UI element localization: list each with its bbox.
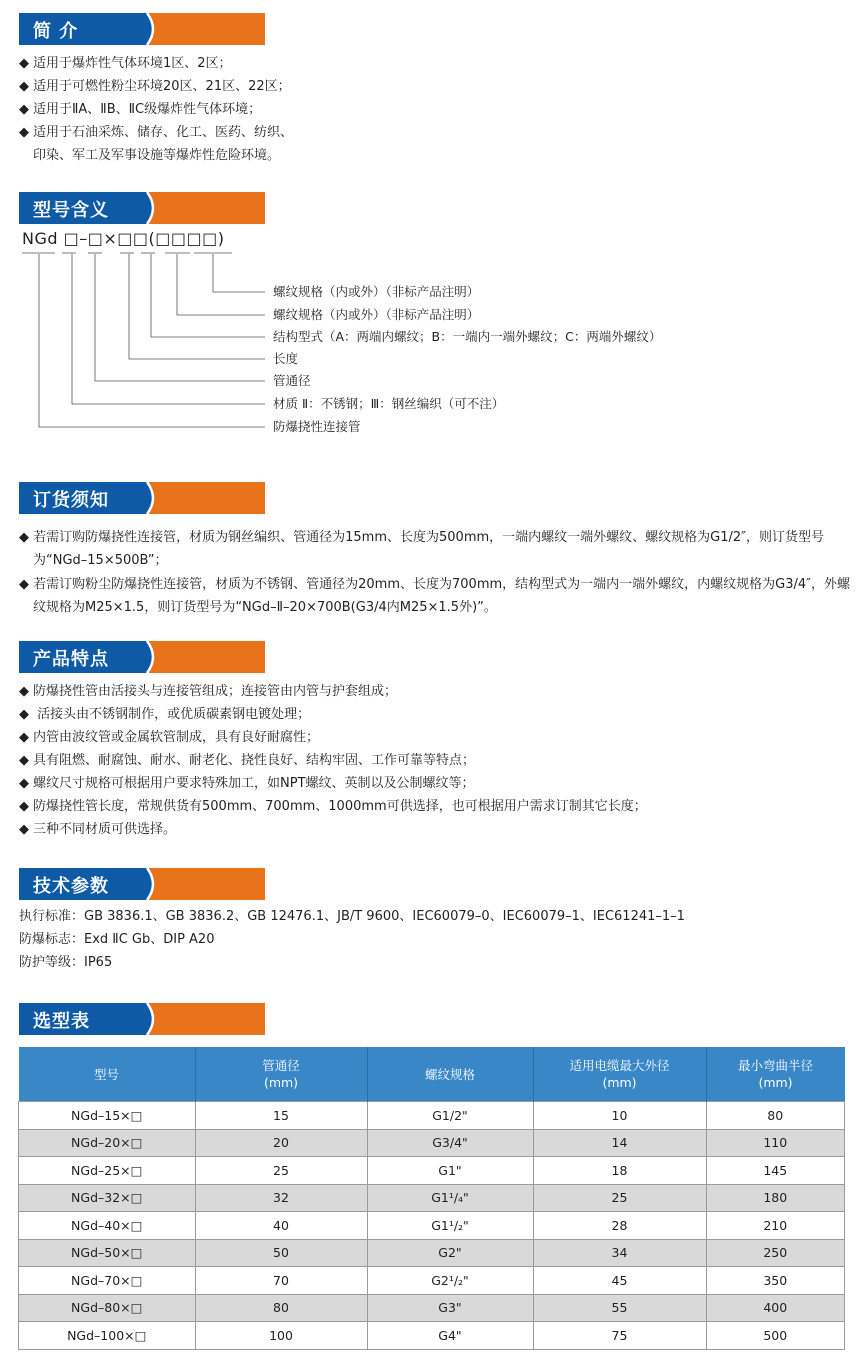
table-cell: G3/4" (367, 1129, 533, 1157)
table-cell: G2¹/₂" (367, 1267, 533, 1295)
table-cell: NGd–25×□ (19, 1157, 196, 1185)
table-cell: 40 (195, 1212, 367, 1240)
col-header-bend-radius: 最小弯曲半径 (mm) (706, 1047, 845, 1102)
section-title: 简 介 (33, 21, 79, 42)
legend-item: 螺纹规格（内或外）（非标产品注明） (273, 284, 480, 299)
table-cell: NGd–40×□ (19, 1212, 196, 1240)
table-cell: 500 (706, 1322, 845, 1350)
legend-item: 管通径 (273, 373, 311, 388)
table-cell: 210 (706, 1212, 845, 1240)
section-title: 型号含义 (33, 200, 109, 221)
section-title: 订货须知 (33, 490, 109, 511)
tech-ex-mark: 防爆标志：Exd ⅡC Gb、DIP A20 (19, 932, 215, 947)
intro-item: ◆ 适用于爆炸性气体环境1区、2区； (19, 52, 232, 75)
section-header-model (19, 192, 265, 224)
legend-item: 材质 Ⅱ：不锈钢；Ⅲ：钢丝编织（可不注） (273, 396, 505, 411)
table-cell: NGd–20×□ (19, 1129, 196, 1157)
diamond-bullet-icon: ◆ (19, 753, 29, 768)
diamond-bullet-icon: ◆ (19, 684, 29, 699)
diamond-bullet-icon: ◆ (19, 776, 29, 791)
selection-table (18, 1047, 845, 1350)
feature-item: ◆ 防爆挠性管由活接头与连接管组成；连接管由内管与护套组成； (19, 680, 397, 703)
table-cell: 25 (195, 1157, 367, 1185)
table-row (19, 1157, 845, 1185)
table-cell: G1" (367, 1157, 533, 1185)
table-cell: G3" (367, 1294, 533, 1322)
table-cell: NGd–50×□ (19, 1239, 196, 1267)
table-cell: NGd–100×□ (19, 1322, 196, 1350)
table-cell: 50 (195, 1239, 367, 1267)
section-header-selection (19, 1003, 265, 1035)
legend-item: 防爆挠性连接管 (273, 419, 361, 434)
section-title: 选型表 (33, 1011, 90, 1032)
order-item: ◆ 若需订购粉尘防爆挠性连接管，材质为不锈钢、管通径为20mm、长度为700mm，结构型式为一端内一端外螺纹，内螺纹规格为G3/4″，外螺纹规格为M25×1.5，则订货型号为“NGd–Ⅱ–20×700B(G3/4内M25×1.5外)”。 (19, 577, 851, 615)
table-row (19, 1102, 845, 1130)
diamond-bullet-icon: ◆ (19, 530, 29, 545)
diamond-bullet-icon: ◆ (19, 822, 29, 837)
legend-item: 螺纹规格（内或外）（非标产品注明） (273, 307, 480, 322)
diamond-bullet-icon: ◆ (19, 707, 29, 722)
feature-item: ◆ 活接头由不锈钢制作，或优质碳素钢电镀处理； (19, 703, 310, 726)
col-header-cable-od: 适用电缆最大外径 (mm) (533, 1047, 706, 1102)
diamond-bullet-icon: ◆ (19, 102, 29, 117)
table-row (19, 1322, 845, 1350)
table-cell: 55 (533, 1294, 706, 1322)
table-cell: 75 (533, 1322, 706, 1350)
order-item: ◆ 若需订购防爆挠性连接管，材质为钢丝编织、管通径为15mm、长度为500mm，一端内螺纹一端外螺纹、螺纹规格为G1/2″，则订货型号为“NGd–15×500B”； (19, 530, 825, 568)
table-cell: 110 (706, 1129, 845, 1157)
col-header-model: 型号 (19, 1047, 196, 1102)
diamond-bullet-icon: ◆ (19, 730, 29, 745)
table-row (19, 1212, 845, 1240)
table-cell: 32 (195, 1184, 367, 1212)
section-title: 技术参数 (33, 876, 109, 897)
section-header-tech (19, 868, 265, 900)
table-row (19, 1184, 845, 1212)
table-cell: 145 (706, 1157, 845, 1185)
table-cell: 14 (533, 1129, 706, 1157)
table-cell: NGd–70×□ (19, 1267, 196, 1295)
table-cell: G1¹/₄" (367, 1184, 533, 1212)
diamond-bullet-icon: ◆ (19, 577, 29, 592)
intro-item-continued: 印染、军工及军事设施等爆炸性危险环境。 (33, 148, 281, 163)
model-code: NGd □–□×□□(□□□□) (22, 229, 225, 248)
legend-item: 结构型式（A：两端内螺纹；B：一端内一端外螺纹；C：两端外螺纹） (273, 329, 662, 344)
table-row (19, 1267, 845, 1295)
table-cell: 45 (533, 1267, 706, 1295)
intro-item: ◆ 适用于ⅡA、ⅡB、ⅡC级爆炸性气体环境； (19, 98, 261, 121)
section-header-intro (19, 13, 265, 45)
table-cell: 70 (195, 1267, 367, 1295)
table-row (19, 1239, 845, 1267)
table-cell: 15 (195, 1102, 367, 1130)
table-cell: 20 (195, 1129, 367, 1157)
intro-item: ◆ 适用于可燃性粉尘环境20区、21区、22区； (19, 75, 291, 98)
diamond-bullet-icon: ◆ (19, 125, 29, 140)
table-cell: 80 (706, 1102, 845, 1130)
table-cell: NGd–80×□ (19, 1294, 196, 1322)
table-cell: 10 (533, 1102, 706, 1130)
table-header-row (19, 1047, 845, 1102)
tech-standard: 执行标准：GB 3836.1、GB 3836.2、GB 12476.1、JB/T 9600、IEC60079–0、IEC60079–1、IEC61241–1–1 (19, 909, 685, 924)
table-cell: G2" (367, 1239, 533, 1267)
intro-item: ◆ 适用于石油采炼、储存、化工、医药、纺织、 (19, 121, 293, 144)
diamond-bullet-icon: ◆ (19, 56, 29, 71)
section-title: 产品特点 (33, 649, 109, 670)
table-cell: 18 (533, 1157, 706, 1185)
table-cell: 25 (533, 1184, 706, 1212)
feature-item: ◆ 防爆挠性管长度，常规供货有500mm、700mm、1000mm可供选择，也可根据用户需求订制其它长度； (19, 795, 647, 818)
table-cell: 250 (706, 1239, 845, 1267)
feature-item: ◆ 内管由波纹管或金属软管制成，具有良好耐腐性； (19, 726, 319, 749)
diamond-bullet-icon: ◆ (19, 799, 29, 814)
section-header-features (19, 641, 265, 673)
table-row (19, 1129, 845, 1157)
section-header-order (19, 482, 265, 514)
feature-item: ◆ 具有阻燃、耐腐蚀、耐水、耐老化、挠性良好、结构牢固、工作可靠等特点； (19, 749, 475, 772)
table-row (19, 1294, 845, 1322)
table-cell: 80 (195, 1294, 367, 1322)
table-cell: 400 (706, 1294, 845, 1322)
table-cell: NGd–15×□ (19, 1102, 196, 1130)
table-cell: 180 (706, 1184, 845, 1212)
table-cell: NGd–32×□ (19, 1184, 196, 1212)
col-header-bore: 管通径 (mm) (195, 1047, 367, 1102)
table-cell: G1¹/₂" (367, 1212, 533, 1240)
table-cell: G1/2" (367, 1102, 533, 1130)
tech-ip-rating: 防护等级：IP65 (19, 955, 113, 970)
col-header-thread: 螺纹规格 (367, 1047, 533, 1102)
table-body (19, 1102, 845, 1350)
feature-item: ◆ 三种不同材质可供选择。 (19, 818, 176, 841)
table-cell: 100 (195, 1322, 367, 1350)
table-cell: 34 (533, 1239, 706, 1267)
diamond-bullet-icon: ◆ (19, 79, 29, 94)
feature-item: ◆ 螺纹尺寸规格可根据用户要求特殊加工，如NPT螺纹、英制以及公制螺纹等； (19, 772, 475, 795)
legend-item: 长度 (273, 351, 299, 366)
table-cell: G4" (367, 1322, 533, 1350)
table-cell: 28 (533, 1212, 706, 1240)
table-cell: 350 (706, 1267, 845, 1295)
